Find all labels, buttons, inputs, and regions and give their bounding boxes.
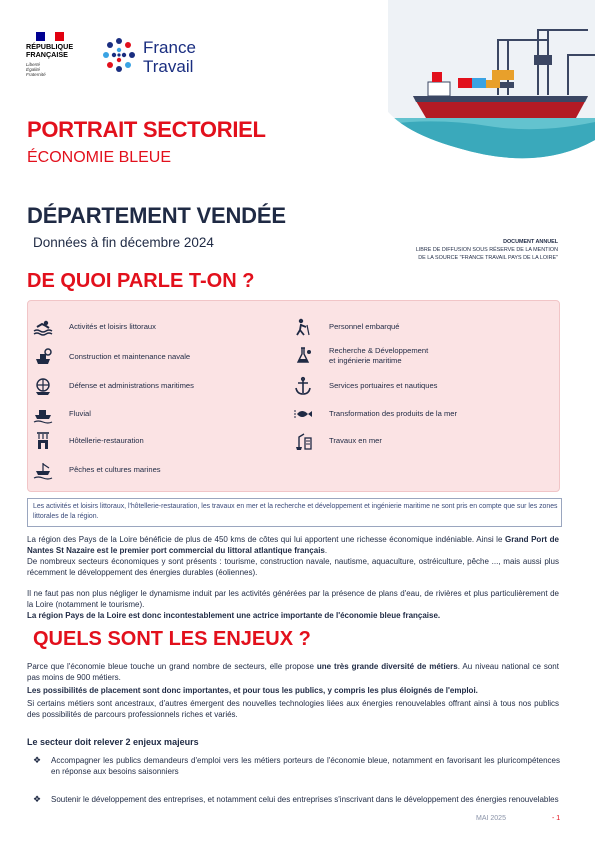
fish-processing-icon	[293, 404, 313, 424]
research-icon	[293, 346, 313, 366]
sailor-icon	[293, 317, 313, 337]
france-travail-logo-text: France Travail	[143, 38, 196, 76]
sector-item	[293, 404, 457, 424]
enjeu-bullet	[33, 755, 560, 777]
sector-label: Personnel embarqué	[329, 322, 400, 331]
sector-item	[33, 460, 161, 480]
data-date: Données à fin décembre 2024	[33, 235, 214, 250]
diamond-bullet-icon: ❖	[33, 794, 42, 804]
swimmer-icon	[33, 317, 53, 337]
ship-repair-icon	[33, 347, 53, 367]
department-title: DÉPARTEMENT VENDÉE	[27, 203, 286, 228]
page-number: - 1	[552, 815, 561, 822]
intro-paragraph-1: La région des Pays de la Loire bénéficie de plus de 450 kms de côtes qui lui apportent une richesse économique indéniable. Ainsi le Grand Port de Nantes St Nazaire est le premier port commercial du littoral atlantique français.	[27, 535, 560, 555]
footer-date: MAI 2025	[476, 815, 506, 822]
sector-item	[293, 376, 437, 396]
enjeux-paragraph-1: Parce que l'économie bleue touche un grand nombre de secteurs, elle propose une très grande diversité de métiers. Au niveau national ce sont pas moins de 900 métiers.	[27, 662, 559, 682]
enjeux-paragraph-3: Si certains métiers sont ancestraux, d'autres émergent des nouvelles technologies liées aux énergies renouvelables offrant ainsi à tous nos publics des possibilités de parcours professionnels riches et variés.	[27, 699, 559, 719]
sector-label: Construction et maintenance navale	[69, 352, 191, 361]
river-boat-icon	[33, 404, 53, 424]
sector-label-line2: et ingénierie maritime	[329, 356, 402, 365]
sector-label: Défense et administrations maritimes	[69, 381, 194, 390]
sector-label: Transformation des produits de la mer	[329, 409, 458, 418]
port-services-icon	[293, 376, 313, 396]
sector-label: Fluvial	[69, 409, 91, 418]
intro-paragraph-4: La région Pays de la Loire est donc incontestablement une actrice importante de l'économie bleue française.	[27, 611, 441, 620]
sector-item	[33, 376, 194, 396]
enjeux-subheading: Le secteur doit relever 2 enjeux majeurs	[27, 737, 199, 747]
france-travail-logo-icon	[100, 36, 138, 74]
sector-item	[293, 346, 428, 366]
fishing-icon	[33, 460, 53, 480]
enjeu-text: Soutenir le développement des entreprises, et notamment celui des entreprises s'inscrivant dans le développement des énergies renouvelables	[51, 795, 559, 804]
enjeu-bullet	[33, 794, 560, 805]
section-heading-enjeux: QUELS SONT LES ENJEUX ?	[33, 628, 311, 650]
offshore-works-icon	[293, 431, 313, 451]
sector-label	[329, 346, 428, 366]
republique-motto: Liberté Égalité Fraternité	[26, 62, 46, 77]
document-title: PORTRAIT SECTORIEL	[27, 117, 266, 142]
sector-label: Hôtellerie-restauration	[69, 436, 144, 445]
document-notice: DOCUMENT ANNUEL LIBRE DE DIFFUSION SOUS RÉSERVE DE LA MENTION DE LA SOURCE "FRANCE TRAVAIL PAYS DE LA LOIRE"	[415, 239, 558, 261]
sector-item	[293, 431, 382, 451]
diamond-bullet-icon: ❖	[33, 755, 42, 765]
defense-icon	[33, 376, 53, 396]
intro-paragraph-2: De nombreux secteurs économiques y sont présents : tourisme, construction navale, nautisme, aquaculture, ostréiculture, pêche ..., mais aussi plus récemment le développement des énergies durables (éoliennes).	[27, 557, 559, 577]
sector-item	[33, 347, 190, 367]
sector-item	[33, 431, 144, 451]
enjeu-text: Accompagner les publics demandeurs d'emploi vers les métiers porteurs de l'économie bleue, notamment en favorisant les pluricompétences en réponse aux besoins saisonniers	[51, 756, 560, 777]
coverage-note: Les activités et loisirs littoraux, l'hôtellerie-restauration, les travaux en mer et la recherche et développement et ingénierie maritime ne sont pris en compte que sur les zones littorales de la région.	[27, 498, 562, 527]
sector-label-line1: Recherche & Développement	[329, 346, 429, 355]
republique-francaise-flag	[36, 32, 64, 41]
intro-paragraph-3: Il ne faut pas non plus négliger le dynamisme induit par les activités générées par la présence de plans d'eau, de rivières et plus particulièrement de la Loire (notamment le tourisme).	[27, 589, 559, 609]
sector-label: Travaux en mer	[329, 436, 382, 445]
sector-label: Activités et loisirs littoraux	[69, 322, 156, 331]
sector-label: Pêches et cultures marines	[69, 465, 161, 474]
document-subtitle: ÉCONOMIE BLEUE	[27, 149, 172, 166]
sector-item	[33, 404, 91, 424]
sector-item	[293, 317, 400, 337]
sectors-box	[27, 300, 560, 492]
section-heading-quoi: DE QUOI PARLE T-ON ?	[27, 270, 255, 292]
sector-label: Services portuaires et nautiques	[329, 381, 438, 390]
hotel-icon	[33, 431, 53, 451]
enjeux-paragraph-2: Les possibilités de placement sont donc importantes, et pour tous les publics, y compris les plus éloignés de l'emploi.	[27, 686, 478, 695]
sector-item	[33, 317, 156, 337]
port-ship-illustration	[388, 0, 595, 160]
republique-francaise-logo-text: RÉPUBLIQUE FRANÇAISE	[26, 42, 74, 59]
